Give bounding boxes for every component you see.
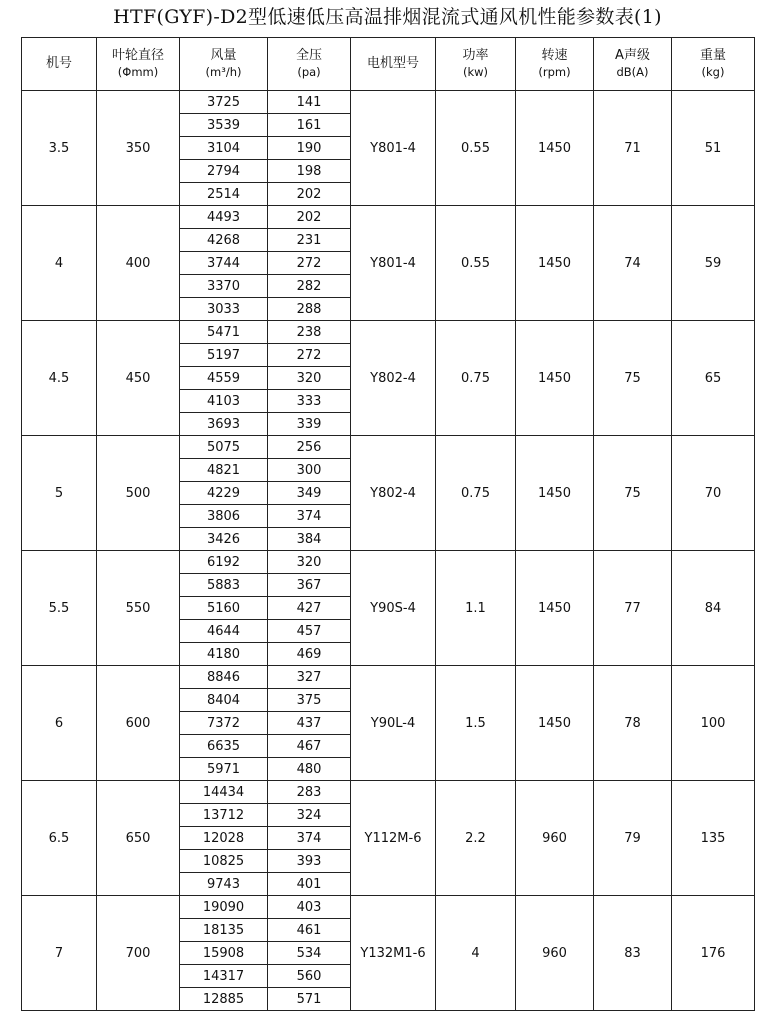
impeller-diameter-cell: 450 — [97, 321, 180, 436]
header-label: A声级 — [615, 47, 650, 63]
air-flow-cell: 3033 — [180, 298, 268, 321]
header-cell-noise-level — [594, 38, 672, 91]
total-pressure-cell: 231 — [268, 229, 351, 252]
motor-model-cell: Y801-4 — [351, 91, 436, 206]
total-pressure-cell: 141 — [268, 91, 351, 114]
header-unit: dB(A) — [616, 64, 649, 79]
header-unit: (m³/h) — [205, 64, 242, 79]
header-label: 叶轮直径 — [111, 47, 164, 63]
total-pressure-cell: 256 — [268, 436, 351, 459]
air-flow-cell: 2794 — [180, 160, 268, 183]
performance-table — [21, 37, 755, 1011]
impeller-diameter-cell: 550 — [97, 551, 180, 666]
total-pressure-cell: 367 — [268, 574, 351, 597]
header-cell-weight — [672, 38, 755, 91]
weight-cell: 135 — [672, 781, 755, 896]
machine-no-cell: 6 — [22, 666, 97, 781]
air-flow-cell: 4493 — [180, 206, 268, 229]
total-pressure-cell: 401 — [268, 873, 351, 896]
air-flow-cell: 3426 — [180, 528, 268, 551]
air-flow-cell: 15908 — [180, 942, 268, 965]
noise-level-cell: 78 — [594, 666, 672, 781]
air-flow-cell: 9743 — [180, 873, 268, 896]
header-unit: (kg) — [701, 64, 725, 79]
header-unit: (rpm) — [538, 64, 571, 79]
total-pressure-cell: 467 — [268, 735, 351, 758]
air-flow-cell: 14317 — [180, 965, 268, 988]
total-pressure-cell: 560 — [268, 965, 351, 988]
total-pressure-cell: 283 — [268, 781, 351, 804]
air-flow-cell: 5197 — [180, 344, 268, 367]
impeller-diameter-cell: 400 — [97, 206, 180, 321]
air-flow-cell: 4644 — [180, 620, 268, 643]
motor-model-cell: Y802-4 — [351, 321, 436, 436]
header-label: 全压 — [295, 47, 322, 63]
speed-cell: 1450 — [516, 91, 594, 206]
power-cell: 0.55 — [436, 91, 516, 206]
weight-cell: 176 — [672, 896, 755, 1011]
air-flow-cell: 14434 — [180, 781, 268, 804]
table-row — [22, 321, 755, 344]
motor-model-cell: Y801-4 — [351, 206, 436, 321]
air-flow-cell: 5160 — [180, 597, 268, 620]
air-flow-cell: 4559 — [180, 367, 268, 390]
header-label: 功率 — [462, 47, 489, 63]
air-flow-cell: 3104 — [180, 137, 268, 160]
total-pressure-cell: 534 — [268, 942, 351, 965]
air-flow-cell: 13712 — [180, 804, 268, 827]
total-pressure-cell: 320 — [268, 551, 351, 574]
air-flow-cell: 2514 — [180, 183, 268, 206]
speed-cell: 960 — [516, 896, 594, 1011]
air-flow-cell: 8404 — [180, 689, 268, 712]
power-cell: 1.5 — [436, 666, 516, 781]
noise-level-cell: 83 — [594, 896, 672, 1011]
total-pressure-cell: 403 — [268, 896, 351, 919]
air-flow-cell: 12028 — [180, 827, 268, 850]
total-pressure-cell: 333 — [268, 390, 351, 413]
air-flow-cell: 4821 — [180, 459, 268, 482]
header-cell-impeller-diameter — [97, 38, 180, 91]
motor-model-cell: Y90S-4 — [351, 551, 436, 666]
machine-no-cell: 6.5 — [22, 781, 97, 896]
impeller-diameter-cell: 500 — [97, 436, 180, 551]
header-label: 电机型号 — [366, 56, 419, 71]
total-pressure-cell: 238 — [268, 321, 351, 344]
air-flow-cell: 18135 — [180, 919, 268, 942]
air-flow-cell: 6635 — [180, 735, 268, 758]
total-pressure-cell: 457 — [268, 620, 351, 643]
speed-cell: 1450 — [516, 436, 594, 551]
machine-no-cell: 5 — [22, 436, 97, 551]
machine-no-cell: 3.5 — [22, 91, 97, 206]
impeller-diameter-cell: 700 — [97, 896, 180, 1011]
motor-model-cell: Y802-4 — [351, 436, 436, 551]
air-flow-cell: 5471 — [180, 321, 268, 344]
air-flow-cell: 4180 — [180, 643, 268, 666]
impeller-diameter-cell: 650 — [97, 781, 180, 896]
noise-level-cell: 77 — [594, 551, 672, 666]
total-pressure-cell: 190 — [268, 137, 351, 160]
total-pressure-cell: 198 — [268, 160, 351, 183]
table-row — [22, 551, 755, 574]
total-pressure-cell: 282 — [268, 275, 351, 298]
header-cell-motor-model — [351, 38, 436, 91]
table-row — [22, 896, 755, 919]
impeller-diameter-cell: 350 — [97, 91, 180, 206]
speed-cell: 1450 — [516, 666, 594, 781]
total-pressure-cell: 437 — [268, 712, 351, 735]
total-pressure-cell: 461 — [268, 919, 351, 942]
air-flow-cell: 19090 — [180, 896, 268, 919]
air-flow-cell: 4268 — [180, 229, 268, 252]
weight-cell: 70 — [672, 436, 755, 551]
total-pressure-cell: 480 — [268, 758, 351, 781]
weight-cell: 100 — [672, 666, 755, 781]
motor-model-cell: Y90L-4 — [351, 666, 436, 781]
noise-level-cell: 74 — [594, 206, 672, 321]
air-flow-cell: 3744 — [180, 252, 268, 275]
total-pressure-cell: 202 — [268, 183, 351, 206]
total-pressure-cell: 374 — [268, 827, 351, 850]
weight-cell: 84 — [672, 551, 755, 666]
machine-no-cell: 4.5 — [22, 321, 97, 436]
total-pressure-cell: 161 — [268, 114, 351, 137]
header-label: 转速 — [541, 47, 568, 63]
total-pressure-cell: 324 — [268, 804, 351, 827]
air-flow-cell: 8846 — [180, 666, 268, 689]
motor-model-cell: Y112M-6 — [351, 781, 436, 896]
noise-level-cell: 79 — [594, 781, 672, 896]
header-cell-air-flow — [180, 38, 268, 91]
table-row — [22, 781, 755, 804]
total-pressure-cell: 272 — [268, 252, 351, 275]
header-unit: (kw) — [462, 64, 489, 79]
total-pressure-cell: 327 — [268, 666, 351, 689]
noise-level-cell: 75 — [594, 436, 672, 551]
total-pressure-cell: 272 — [268, 344, 351, 367]
power-cell: 0.75 — [436, 436, 516, 551]
power-cell: 1.1 — [436, 551, 516, 666]
air-flow-cell: 5971 — [180, 758, 268, 781]
total-pressure-cell: 393 — [268, 850, 351, 873]
total-pressure-cell: 427 — [268, 597, 351, 620]
header-cell-power — [436, 38, 516, 91]
speed-cell: 1450 — [516, 206, 594, 321]
air-flow-cell: 10825 — [180, 850, 268, 873]
impeller-diameter-cell: 600 — [97, 666, 180, 781]
speed-cell: 960 — [516, 781, 594, 896]
table-row — [22, 436, 755, 459]
speed-cell: 1450 — [516, 321, 594, 436]
power-cell: 0.55 — [436, 206, 516, 321]
weight-cell: 65 — [672, 321, 755, 436]
noise-level-cell: 75 — [594, 321, 672, 436]
header-row — [22, 38, 755, 91]
machine-no-cell: 5.5 — [22, 551, 97, 666]
table-body — [22, 91, 755, 1011]
air-flow-cell: 5883 — [180, 574, 268, 597]
total-pressure-cell: 202 — [268, 206, 351, 229]
power-cell: 2.2 — [436, 781, 516, 896]
air-flow-cell: 12885 — [180, 988, 268, 1011]
header-cell-machine-no — [22, 38, 97, 91]
power-cell: 4 — [436, 896, 516, 1011]
header-label: 风量 — [210, 47, 237, 63]
weight-cell: 51 — [672, 91, 755, 206]
machine-no-cell: 7 — [22, 896, 97, 1011]
total-pressure-cell: 571 — [268, 988, 351, 1011]
air-flow-cell: 7372 — [180, 712, 268, 735]
total-pressure-cell: 374 — [268, 505, 351, 528]
motor-model-cell: Y132M1-6 — [351, 896, 436, 1011]
air-flow-cell: 6192 — [180, 551, 268, 574]
air-flow-cell: 5075 — [180, 436, 268, 459]
machine-no-cell: 4 — [22, 206, 97, 321]
speed-cell: 1450 — [516, 551, 594, 666]
header-unit: (Φmm) — [117, 64, 159, 79]
table-row — [22, 91, 755, 114]
total-pressure-cell: 320 — [268, 367, 351, 390]
header-unit: (pa) — [297, 64, 321, 79]
air-flow-cell: 3725 — [180, 91, 268, 114]
air-flow-cell: 3806 — [180, 505, 268, 528]
table-row — [22, 206, 755, 229]
total-pressure-cell: 300 — [268, 459, 351, 482]
header-label: 重量 — [699, 47, 726, 63]
header-cell-total-pressure — [268, 38, 351, 91]
weight-cell: 59 — [672, 206, 755, 321]
air-flow-cell: 4229 — [180, 482, 268, 505]
air-flow-cell: 3370 — [180, 275, 268, 298]
total-pressure-cell: 339 — [268, 413, 351, 436]
header-label: 机号 — [45, 56, 72, 71]
air-flow-cell: 3539 — [180, 114, 268, 137]
total-pressure-cell: 375 — [268, 689, 351, 712]
total-pressure-cell: 288 — [268, 298, 351, 321]
table-row — [22, 666, 755, 689]
total-pressure-cell: 384 — [268, 528, 351, 551]
table-title: HTF(GYF)-D2型低速低压高温排烟混流式通风机性能参数表(1) — [113, 6, 662, 28]
power-cell: 0.75 — [436, 321, 516, 436]
air-flow-cell: 4103 — [180, 390, 268, 413]
air-flow-cell: 3693 — [180, 413, 268, 436]
total-pressure-cell: 469 — [268, 643, 351, 666]
noise-level-cell: 71 — [594, 91, 672, 206]
header-cell-speed — [516, 38, 594, 91]
total-pressure-cell: 349 — [268, 482, 351, 505]
